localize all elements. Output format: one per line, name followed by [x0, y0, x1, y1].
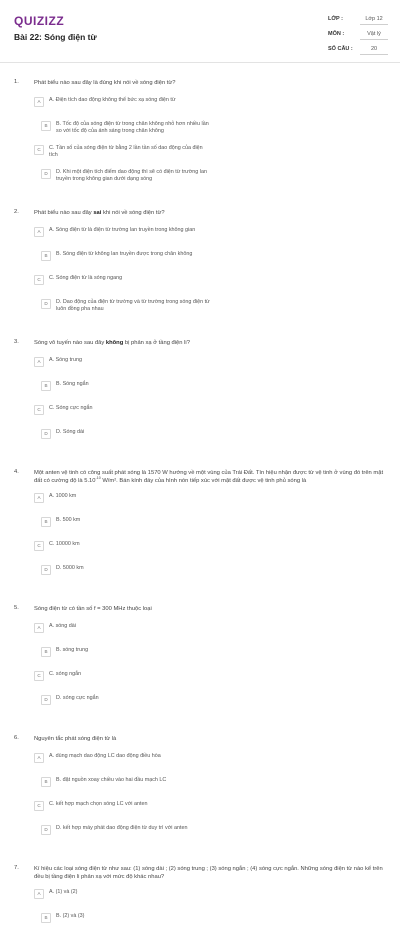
- option-b[interactable]: [34, 646, 218, 664]
- question-text-part: khi nói về sóng điện từ?: [101, 210, 165, 216]
- question-text-part: Sóng vô tuyến nào sau đây: [34, 340, 106, 346]
- question-5: [0, 600, 400, 718]
- option-text: D. Sóng dài: [56, 429, 85, 435]
- option-text: D. kết hợp máy phát dao động điện từ duy trì với anten: [56, 825, 188, 831]
- option-letter: D: [41, 565, 51, 575]
- option-c[interactable]: [34, 540, 211, 558]
- lesson-title: Bài 22: Sóng điện từ: [14, 32, 97, 42]
- meta-label: LỚP :: [328, 16, 343, 22]
- answer-options: [34, 96, 388, 192]
- option-d[interactable]: [34, 564, 218, 582]
- option-text: D. Dao động của điện từ trường và từ trường trong sóng điện từ luôn đồng pha nhau: [56, 299, 210, 313]
- option-letter: C: [34, 541, 44, 551]
- exponent: -10: [95, 476, 101, 481]
- option-text: B. 500 km: [56, 517, 81, 523]
- option-letter: A: [34, 753, 44, 763]
- meta-row-class: [326, 14, 390, 29]
- option-b[interactable]: [34, 380, 218, 398]
- option-text: B. Sóng ngắn: [56, 381, 89, 387]
- option-c[interactable]: [34, 670, 211, 688]
- option-letter: A: [34, 889, 44, 899]
- question-text-part: bị phản xạ ở tầng điện li?: [123, 340, 190, 346]
- meta-value: 20: [360, 44, 388, 55]
- option-d[interactable]: [34, 168, 218, 186]
- meta-row-subject: [326, 29, 390, 44]
- option-a[interactable]: [34, 622, 211, 640]
- question-emphasis: sai: [93, 210, 102, 216]
- option-letter: B: [41, 517, 51, 527]
- option-text: C. Sóng cực ngắn: [49, 405, 93, 411]
- option-text: B. sóng trung: [56, 647, 89, 653]
- option-letter: B: [41, 777, 51, 787]
- option-text: C. Sóng điện từ là sóng ngang: [49, 275, 123, 281]
- option-text: B. Sóng điện từ không lan truyền được trong chân không: [56, 251, 193, 257]
- answer-options: [34, 492, 388, 588]
- option-text: B. (2) và (3): [56, 913, 85, 919]
- option-a[interactable]: [34, 96, 211, 114]
- option-c[interactable]: [34, 800, 211, 818]
- answer-options: [34, 752, 388, 848]
- question-list: [0, 74, 400, 948]
- meta-row-question-count: [326, 44, 390, 59]
- option-text: A. dùng mạch dao động LC dao động điều hòa: [49, 753, 161, 759]
- option-text: B. đặt nguồn xoay chiều vào hai đầu mạch LC: [56, 777, 167, 783]
- option-d[interactable]: [34, 298, 218, 316]
- question-text: Kí hiệu các loại sóng điện từ như sau: (1) sóng dài ; (2) sóng trung ; (3) sóng ngắn ; (4) sóng cực ngắn. Những sóng điện từ nào kể trên đều bị tầng điện li phản xạ với mức độ khác nhau?: [34, 866, 383, 880]
- question-1: [0, 74, 400, 192]
- option-text: D. Khi một điện tích điểm dao động thì sẽ có điện từ trường lan truyền trong không gian dưới dạng sóng: [56, 169, 207, 183]
- option-b[interactable]: [34, 120, 218, 138]
- question-number: 3.: [14, 339, 19, 345]
- option-text: C. sóng ngắn: [49, 671, 82, 677]
- question-text-part: W/m². Bán kính đáy của hình nón tiếp xúc với mặt đất được vệ tinh phủ sóng là: [100, 478, 307, 484]
- option-letter: A: [34, 97, 44, 107]
- question-text: Sóng điện từ có tần số f = 300 MHz thuộc loại: [34, 606, 152, 612]
- option-c[interactable]: [34, 274, 211, 292]
- option-letter: B: [41, 381, 51, 391]
- question-2: [0, 204, 400, 322]
- option-text: A. Điện tích dao động không thể bức xạ sóng điện từ: [49, 97, 176, 103]
- option-text: C. Tần số của sóng điện từ bằng 2 lần tần số dao động của điện tích: [49, 145, 203, 159]
- option-a[interactable]: [34, 888, 211, 906]
- option-letter: B: [41, 251, 51, 261]
- question-emphasis: không: [105, 340, 124, 346]
- option-b[interactable]: [34, 516, 218, 534]
- option-c[interactable]: [34, 404, 211, 422]
- option-letter: A: [34, 227, 44, 237]
- worksheet-header: [0, 0, 400, 63]
- option-text: A. Sóng trung: [49, 357, 82, 363]
- option-d[interactable]: [34, 694, 218, 712]
- answer-options: [34, 888, 388, 936]
- option-d[interactable]: [34, 824, 218, 842]
- option-letter: C: [34, 801, 44, 811]
- option-letter: D: [41, 695, 51, 705]
- option-text: A. 1000 km: [49, 493, 77, 499]
- option-text: D. sóng cực ngắn: [56, 695, 99, 701]
- answer-options: [34, 226, 388, 322]
- option-text: A. Sóng điện từ là điện từ trường lan truyền trong không gian: [49, 227, 196, 233]
- option-c[interactable]: [34, 144, 211, 162]
- option-letter: A: [34, 493, 44, 503]
- option-a[interactable]: [34, 226, 211, 244]
- option-letter: C: [34, 275, 44, 285]
- question-text: Nguyên tắc phát sóng điện từ là: [34, 736, 117, 742]
- option-a[interactable]: [34, 492, 211, 510]
- option-b[interactable]: [34, 776, 218, 794]
- question-number: 6.: [14, 735, 19, 741]
- option-text: A. (1) và (2): [49, 889, 78, 895]
- option-letter: D: [41, 429, 51, 439]
- option-b[interactable]: [34, 912, 218, 930]
- question-text: [34, 334, 386, 349]
- option-letter: B: [41, 647, 51, 657]
- option-letter: C: [34, 145, 44, 155]
- meta-label: SỐ CÂU :: [328, 46, 353, 52]
- option-letter: B: [41, 913, 51, 923]
- question-number: 7.: [14, 865, 19, 871]
- option-text: C. 10000 km: [49, 541, 80, 547]
- question-number: 4.: [14, 469, 19, 475]
- option-letter: D: [41, 825, 51, 835]
- worksheet-meta: [326, 14, 390, 59]
- quizizz-logo: QUIZIZZ: [14, 14, 65, 28]
- option-text: B. Tốc độ của sóng điện từ trong chân không nhỏ hơn nhiều lần so với tốc độ của ánh sáng trong chân không: [56, 121, 209, 135]
- option-text: C. kết hợp mạch chọn sóng LC với anten: [49, 801, 148, 807]
- question-3: [0, 334, 400, 452]
- meta-label: MÔN :: [328, 31, 345, 37]
- meta-value: Vật lý: [360, 29, 388, 40]
- option-letter: A: [34, 623, 44, 633]
- meta-value: Lớp 12: [360, 14, 388, 25]
- question-text: [34, 464, 386, 485]
- option-text: D. 5000 km: [56, 565, 84, 571]
- option-letter: D: [41, 299, 51, 309]
- answer-options: [34, 356, 388, 452]
- option-letter: C: [34, 671, 44, 681]
- option-text: A. sóng dài: [49, 623, 76, 629]
- question-text: [34, 204, 386, 219]
- option-letter: B: [41, 121, 51, 131]
- option-letter: D: [41, 169, 51, 179]
- question-number: 2.: [14, 209, 19, 215]
- question-text-part: Một anten vệ tinh có công suất phát sóng là 1570 W hướng về một vùng của Trái Đất. Tín hiệu nhận được từ vệ tinh ở vùng đó trên mặt đất có cường độ là 5.10: [34, 470, 384, 484]
- question-number: 1.: [14, 79, 19, 85]
- option-letter: A: [34, 357, 44, 367]
- option-a[interactable]: [34, 356, 211, 374]
- question-6: [0, 730, 400, 848]
- question-text: Phát biểu nào sau đây là đúng khi nói về sóng điện từ?: [34, 80, 176, 86]
- option-d[interactable]: [34, 428, 218, 446]
- question-7: [0, 860, 400, 936]
- answer-options: [34, 622, 388, 718]
- option-letter: C: [34, 405, 44, 415]
- question-number: 5.: [14, 605, 19, 611]
- question-text-part: Phát biểu nào sau đây: [34, 210, 94, 216]
- option-b[interactable]: [34, 250, 218, 268]
- option-a[interactable]: [34, 752, 211, 770]
- question-4: [0, 464, 400, 588]
